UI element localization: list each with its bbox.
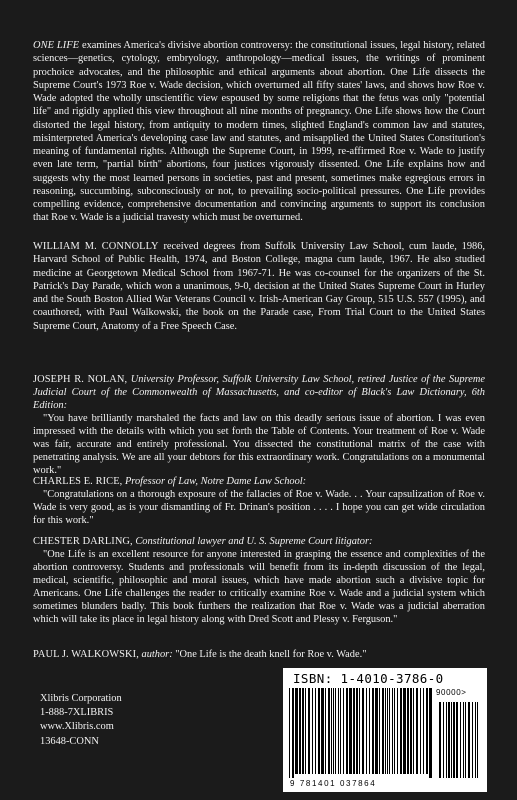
barcode-bar	[321, 688, 324, 774]
barcode-bar	[429, 688, 432, 778]
addon-barcode-bar	[477, 702, 478, 778]
barcode-bar	[335, 688, 336, 774]
barcode-bar	[308, 688, 310, 774]
endorsement-quote: "One Life is the death knell for Roe v. Wade."	[172, 649, 367, 660]
addon-barcode-bar	[443, 702, 444, 778]
addon-barcode-bar	[472, 702, 473, 778]
barcode-bar	[328, 688, 330, 774]
endorsement-walkowski	[33, 648, 485, 661]
publisher-code: 13648-CONN	[40, 735, 99, 747]
book-title: ONE LIFE	[33, 40, 80, 51]
barcode-bar	[403, 688, 406, 774]
barcode-bar	[426, 688, 428, 774]
barcode-bar	[315, 688, 316, 774]
isbn-label: ISBN: 1-4010-3786-0	[293, 671, 444, 686]
addon-barcode-bar	[456, 702, 458, 778]
barcode-bar	[340, 688, 341, 774]
barcode-bar	[375, 688, 378, 774]
barcode-bar	[420, 688, 421, 774]
barcode-bar	[372, 688, 374, 774]
barcode-bar	[359, 688, 360, 774]
barcode-bar	[333, 688, 334, 774]
barcode-digits: 9 781401 037864	[290, 779, 377, 788]
barcode-bar	[362, 688, 364, 774]
barcode-bar	[423, 688, 424, 774]
book-description	[33, 39, 485, 225]
addon-barcode-bar	[446, 702, 447, 778]
barcode-bar	[305, 688, 306, 774]
endorser-name: JOSEPH R. NOLAN,	[33, 374, 128, 385]
addon-barcode-bar	[465, 702, 466, 778]
barcode-bar	[392, 688, 393, 774]
addon-barcode-bar	[453, 702, 455, 778]
barcode-bar	[407, 688, 409, 774]
barcode-bar	[343, 688, 344, 774]
endorser-name: CHESTER DARLING,	[33, 536, 133, 547]
barcode-bar	[325, 688, 326, 774]
endorser-role: Professor of Law, Notre Dame Law School:	[122, 476, 307, 487]
addon-barcode-bar	[468, 702, 470, 778]
publisher-phone: 1-888-7XLIBRIS	[40, 707, 114, 719]
barcode-bar	[331, 688, 332, 774]
endorsement-quote: "One Life is an excellent resource for anyone interested in grasping the essence and complexities of the abortion controversy. Students and professionals will benefit from its in-depth discussion of the legal, medical, scientific, philosophic and moral issues, which have made abortion such a divisive topic for Americans. One Life challenges the reader to critically examine Roe v. Wade and a judicial system which sometimes blunders badly. This book furthers the realization that Roe v. Wade was a judicial aberration which will take its place in legal history along with Dred Scott and Plessy v. Ferguson."	[33, 549, 485, 625]
barcode-bar	[338, 688, 339, 774]
barcode-bar	[385, 688, 386, 774]
addon-barcode-bar	[475, 702, 476, 778]
barcode-bar	[312, 688, 313, 774]
barcode-bar	[302, 688, 304, 774]
barcode-bar	[353, 688, 355, 774]
endorsement-quote: "You have brilliantly marshaled the facts and law on this deadly serious issue of abortion. I was even impressed with the details with which you set forth the Table of Contents. Your treatment of Roe v. Wade was fair, accurate and entirely professional. You dissected the constitutional matrix of the case with penetrating analysis. We are all your debtors for this extraordinary work. Congratulations on a monumental work."	[33, 413, 485, 476]
addon-barcode-bar	[460, 702, 461, 778]
barcode-bar	[349, 688, 352, 774]
barcode-bar	[292, 688, 294, 778]
barcode-bar	[413, 688, 414, 774]
author-name: WILLIAM M. CONNOLLY	[33, 241, 159, 252]
barcode-bar	[366, 688, 367, 774]
endorser-role: author:	[138, 649, 173, 660]
addon-barcode-bar	[439, 702, 441, 778]
endorsement-nolan	[33, 373, 485, 477]
barcode-bar	[295, 688, 298, 774]
barcode-bar	[346, 688, 348, 774]
addon-barcode-bar	[448, 702, 450, 778]
barcode-bar	[379, 688, 380, 774]
barcode-bar	[356, 688, 358, 774]
barcode-icon	[287, 688, 483, 780]
barcode-bar	[394, 688, 395, 774]
author-biography	[33, 240, 485, 333]
barcode-bar	[387, 688, 388, 774]
barcode-bar	[382, 688, 384, 774]
publisher-website: www.Xlibris.com	[40, 721, 114, 733]
endorser-name: PAUL J. WALKOWSKI,	[33, 649, 139, 660]
barcode-bar	[410, 688, 412, 774]
addon-barcode-bar	[451, 702, 452, 778]
endorser-name: CHARLES E. RICE,	[33, 476, 123, 487]
addon-barcode-bar	[463, 702, 464, 778]
endorsement-rice	[33, 475, 485, 527]
barcode-bar	[397, 688, 398, 774]
barcode-bar	[318, 688, 320, 774]
endorser-role: Constitutional lawyer and U. S. Supreme Court litigator:	[132, 536, 373, 547]
author-bio-text: received degrees from Suffolk University Law School, cum laude, 1986, Harvard School of Public Health, 1974, and Boston College, magna cum laude, 1967. He also studied medicine at Georgetown Medical School from 1967-71. He was co-counsel for the organizers of the St. Patrick's Day Parade, which won a unanimous, 9-0, decision at the United States Supreme Court in Hurley and the South Boston Allied War Veterans Council v. Irish-American Gay Group, 515 U.S. 557 (1995), and coauthored, with Paul Walkowski, the book on the Parade case, From Trial Court to the United States Supreme Court, Anatomy of a Free Speech Case.	[33, 241, 486, 332]
publisher-info	[40, 692, 122, 749]
barcode-bar	[289, 688, 290, 778]
endorsement-darling	[33, 535, 485, 626]
price-code: 90000>	[436, 688, 467, 697]
barcode-bar	[299, 688, 301, 774]
book-description-text: examines America's divisive abortion controversy: the constitutional issues, legal history, related sciences—genetics, cytology, embryology, anthropology—medical issues, the writings of prominent prochoice advocates, and the philosophic and ethical arguments about abortion. One Life dissects the Supreme Court's 1973 Roe v. Wade decision, which overturned all fifty states' laws, and shows how Roe v. Wade adopted the wholly unscientific view espoused by some religions that the fetus was only "potential life" and rigidly applied this view throughout all nine months of pregnancy. One Life shows how the Court distorted the legal history, from antiquity to modern times, slighted England's common law and statutes, misinterpreted America's developing case law and statutes, and misapplied the United States Constitution's meaning of fundamental rights. Although the Supreme Court, in 1999, re-affirmed Roe v. Wade to justify even late term, "partial birth" abortions, four justices vigorously dissented. One Life explains how and suggests why the most learned persons in societies, past and present, sometimes make egregious errors in reasoning, succumbing, subconsciously or not, to prevailing socio-political pressures. One Life provides compelling evidence, comprehensive documentation and convincing arguments to support its conclusion that Roe v. Wade is a judicial travesty which must be overturned.	[33, 40, 485, 224]
publisher-name: Xlibris Corporation	[40, 693, 122, 704]
barcode-bar	[389, 688, 390, 774]
endorsement-quote: "Congratulations on a thorough exposure of the fallacies of Roe v. Wade. . . Your capsulization of Roe v. Wade is very good, as is your dismantling of Fr. Drinan's position . . . . I hope you can get wide circulation for this work."	[33, 489, 485, 526]
endorser-role: University Professor, Suffolk University Law School, retired Justice of the Supreme Judicial Court of the Commonwealth of Massachusetts, and co-editor of Black's Law Dictionary, 6th Edition:	[33, 374, 485, 411]
barcode-bar	[369, 688, 370, 774]
barcode-bar	[400, 688, 402, 774]
barcode-bar	[416, 688, 418, 774]
